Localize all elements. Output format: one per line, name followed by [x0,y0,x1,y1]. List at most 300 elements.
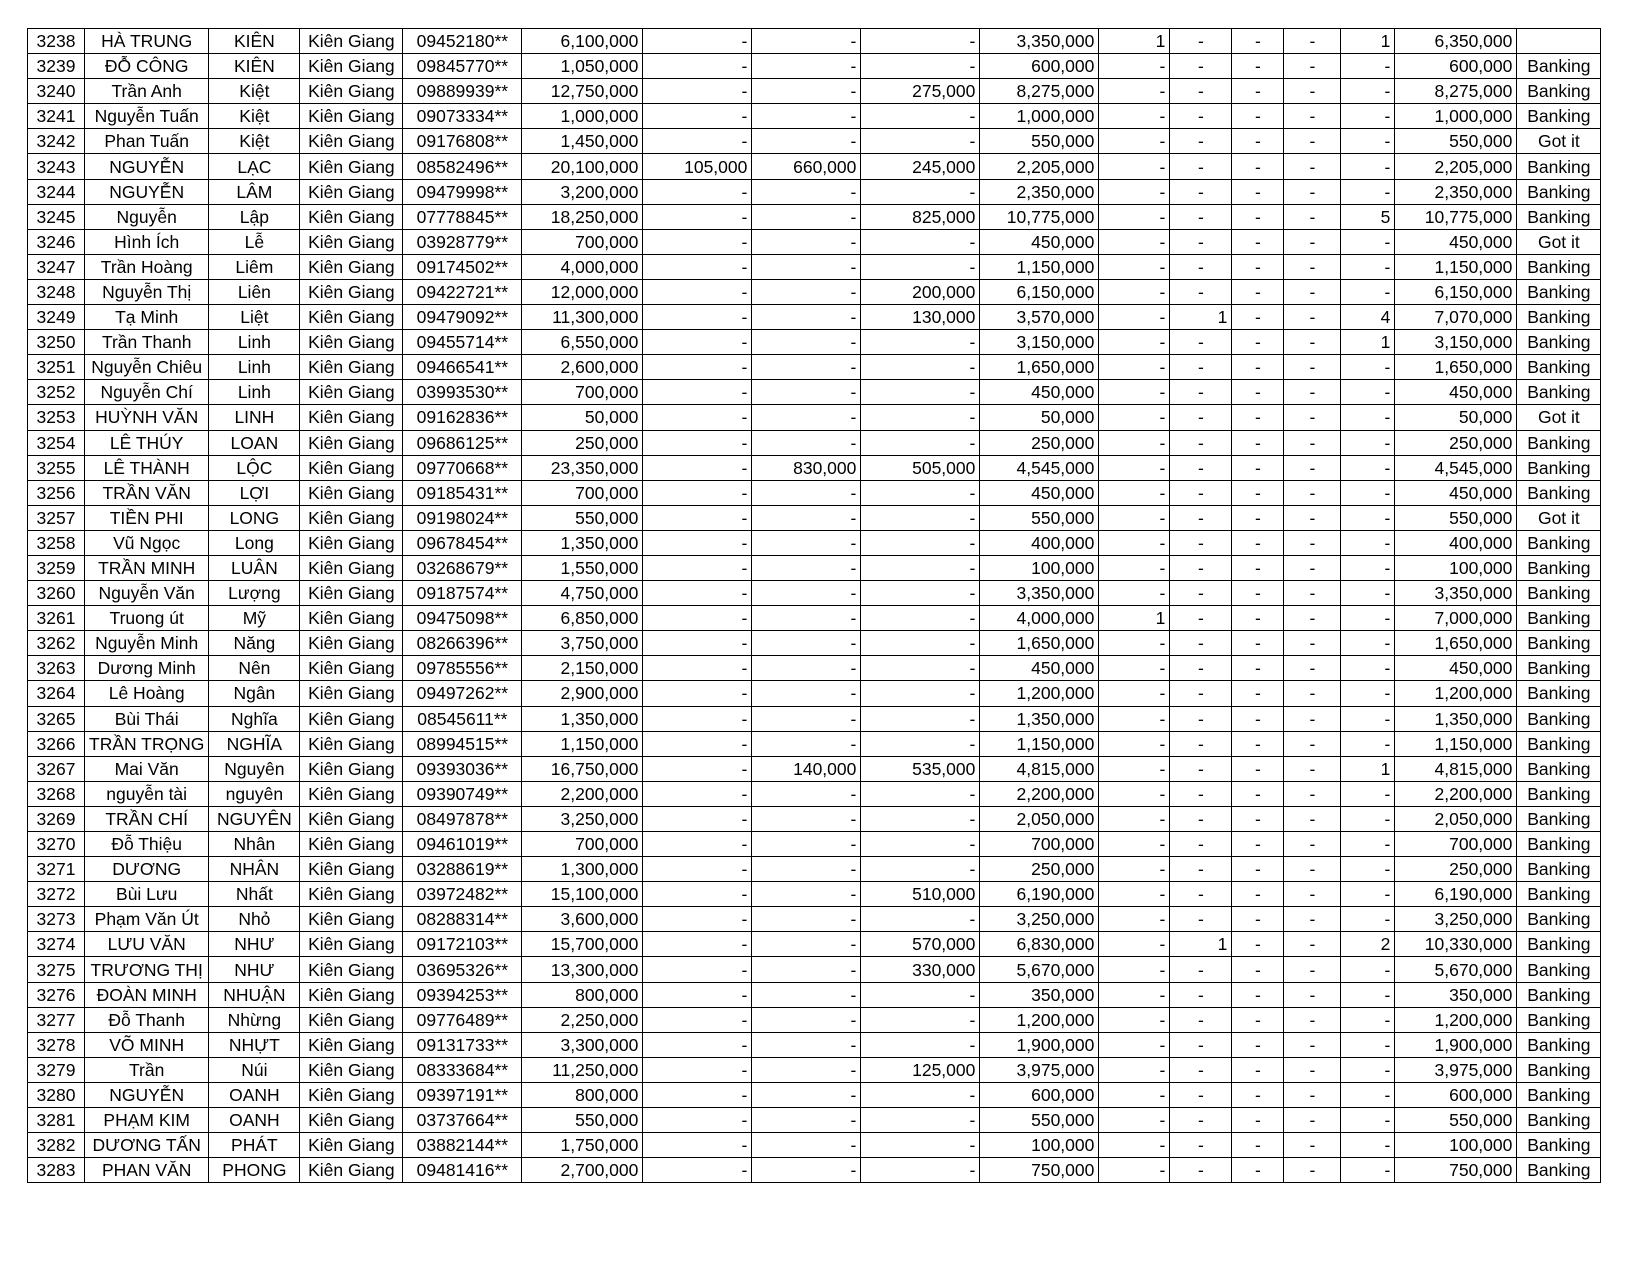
cell-name: PHÁT [209,1133,300,1158]
cell-n1: - [1099,204,1170,229]
cell-method: Banking [1517,154,1601,179]
cell-total: 7,000,000 [1395,606,1517,631]
cell-col_h: - [861,505,980,530]
cell-n5: - [1341,882,1395,907]
cell-n4: - [1284,480,1341,505]
cell-total: 2,350,000 [1395,179,1517,204]
cell-col_g: - [752,706,861,731]
cell-total: 600,000 [1395,1082,1517,1107]
cell-total: 450,000 [1395,380,1517,405]
cell-col_g: - [752,1133,861,1158]
cell-payout: 4,815,000 [980,756,1099,781]
table-row [28,1158,1601,1183]
cell-col_h: - [861,480,980,505]
cell-col_f: - [643,405,752,430]
cell-name: LUÂN [209,555,300,580]
cell-col_g: - [752,1158,861,1183]
cell-col_g: - [752,330,861,355]
cell-total: 6,150,000 [1395,279,1517,304]
cell-col_h: 275,000 [861,79,980,104]
cell-n2: - [1170,1108,1232,1133]
cell-amount: 3,300,000 [522,1032,643,1057]
cell-phone: 09455714** [403,330,522,355]
cell-amount: 6,850,000 [522,606,643,631]
cell-id: 3269 [28,806,85,831]
cell-amount: 800,000 [522,982,643,1007]
cell-col_g: - [752,806,861,831]
cell-method: Banking [1517,957,1601,982]
cell-province: Kiên Giang [300,204,403,229]
cell-amount: 1,550,000 [522,555,643,580]
cell-surname: Nguyễn Thị [85,279,209,304]
cell-total: 250,000 [1395,430,1517,455]
cell-n3: - [1232,29,1284,54]
cell-amount: 13,300,000 [522,957,643,982]
cell-col_h: 130,000 [861,305,980,330]
cell-province: Kiên Giang [300,932,403,957]
cell-n5: 5 [1341,204,1395,229]
cell-n1: - [1099,555,1170,580]
cell-n4: - [1284,530,1341,555]
cell-n1: - [1099,756,1170,781]
cell-col_g: - [752,204,861,229]
cell-col_g: - [752,1108,861,1133]
cell-province: Kiên Giang [300,330,403,355]
cell-surname: Tạ Minh [85,305,209,330]
cell-name: Nguyên [209,756,300,781]
cell-n2: - [1170,882,1232,907]
cell-phone: 03993530** [403,380,522,405]
cell-id: 3265 [28,706,85,731]
cell-phone: 08582496** [403,154,522,179]
cell-name: Nhân [209,832,300,857]
cell-n5: - [1341,279,1395,304]
cell-name: Lập [209,204,300,229]
cell-phone: 09481416** [403,1158,522,1183]
cell-name: PHONG [209,1158,300,1183]
cell-n4: - [1284,1158,1341,1183]
cell-total: 450,000 [1395,229,1517,254]
cell-payout: 3,150,000 [980,330,1099,355]
cell-province: Kiên Giang [300,279,403,304]
cell-n1: - [1099,631,1170,656]
cell-n4: - [1284,29,1341,54]
cell-n2: - [1170,254,1232,279]
cell-col_f: - [643,1057,752,1082]
cell-method: Banking [1517,204,1601,229]
cell-col_f: - [643,932,752,957]
cell-phone: 07778845** [403,204,522,229]
table-row [28,254,1601,279]
cell-id: 3257 [28,505,85,530]
cell-n2: - [1170,907,1232,932]
cell-method: Banking [1517,806,1601,831]
cell-col_h: - [861,1108,980,1133]
table-row [28,104,1601,129]
cell-phone: 09466541** [403,355,522,380]
cell-total: 450,000 [1395,480,1517,505]
cell-col_g: - [752,606,861,631]
cell-total: 1,200,000 [1395,1007,1517,1032]
cell-name: LỢI [209,480,300,505]
cell-surname: ĐOÀN MINH [85,982,209,1007]
cell-n4: - [1284,781,1341,806]
cell-col_g: - [752,179,861,204]
cell-n5: - [1341,380,1395,405]
cell-id: 3248 [28,279,85,304]
cell-n1: - [1099,907,1170,932]
cell-total: 100,000 [1395,1133,1517,1158]
cell-method: Banking [1517,380,1601,405]
cell-payout: 8,275,000 [980,79,1099,104]
cell-id: 3238 [28,29,85,54]
cell-surname: Nguyễn Minh [85,631,209,656]
cell-n5: - [1341,781,1395,806]
cell-province: Kiên Giang [300,806,403,831]
cell-n1: - [1099,79,1170,104]
cell-name: LÂM [209,179,300,204]
cell-col_h: - [861,555,980,580]
cell-col_g: - [752,957,861,982]
cell-col_g: - [752,857,861,882]
cell-amount: 12,000,000 [522,279,643,304]
cell-amount: 15,100,000 [522,882,643,907]
cell-id: 3268 [28,781,85,806]
cell-name: Núi [209,1057,300,1082]
cell-n2: - [1170,405,1232,430]
cell-col_f: - [643,305,752,330]
cell-n1: - [1099,681,1170,706]
cell-n5: - [1341,982,1395,1007]
cell-id: 3239 [28,54,85,79]
cell-col_f: - [643,1082,752,1107]
cell-amount: 250,000 [522,430,643,455]
cell-province: Kiên Giang [300,405,403,430]
cell-payout: 1,350,000 [980,706,1099,731]
cell-n2: - [1170,1082,1232,1107]
cell-col_g: 140,000 [752,756,861,781]
spreadsheet [27,28,1601,1183]
cell-surname: DƯƠNG [85,857,209,882]
cell-n2: - [1170,179,1232,204]
cell-phone: 08333684** [403,1057,522,1082]
cell-method: Got it [1517,505,1601,530]
cell-payout: 1,650,000 [980,631,1099,656]
cell-total: 1,900,000 [1395,1032,1517,1057]
cell-amount: 550,000 [522,505,643,530]
cell-method: Banking [1517,1108,1601,1133]
cell-id: 3242 [28,129,85,154]
cell-id: 3247 [28,254,85,279]
cell-n3: - [1232,1108,1284,1133]
cell-n3: - [1232,104,1284,129]
cell-n5: - [1341,129,1395,154]
cell-name: Linh [209,330,300,355]
cell-surname: Lê Hoàng [85,681,209,706]
cell-col_h: - [861,1007,980,1032]
cell-id: 3240 [28,79,85,104]
cell-surname: Đỗ Thiệu [85,832,209,857]
cell-amount: 3,750,000 [522,631,643,656]
cell-n1: - [1099,1057,1170,1082]
cell-col_g: - [752,530,861,555]
cell-payout: 3,250,000 [980,907,1099,932]
cell-method: Banking [1517,932,1601,957]
cell-n4: - [1284,882,1341,907]
cell-col_g: - [752,1057,861,1082]
cell-phone: 03695326** [403,957,522,982]
cell-payout: 2,350,000 [980,179,1099,204]
cell-col_f: - [643,681,752,706]
cell-col_g: - [752,480,861,505]
cell-province: Kiên Giang [300,907,403,932]
cell-n5: - [1341,505,1395,530]
cell-n3: - [1232,832,1284,857]
cell-name: NGUYÊN [209,806,300,831]
cell-n3: - [1232,229,1284,254]
table-row [28,932,1601,957]
cell-n5: - [1341,581,1395,606]
cell-id: 3266 [28,731,85,756]
cell-name: Kiệt [209,129,300,154]
cell-col_h: - [861,1133,980,1158]
cell-method: Got it [1517,129,1601,154]
cell-n2: - [1170,555,1232,580]
cell-surname: Trần Hoàng [85,254,209,279]
cell-total: 3,975,000 [1395,1057,1517,1082]
cell-province: Kiên Giang [300,380,403,405]
cell-n4: - [1284,505,1341,530]
cell-id: 3273 [28,907,85,932]
cell-n5: - [1341,1057,1395,1082]
cell-n2: - [1170,656,1232,681]
cell-payout: 5,670,000 [980,957,1099,982]
cell-surname: LƯU VĂN [85,932,209,957]
cell-n2: - [1170,455,1232,480]
cell-name: nguyên [209,781,300,806]
cell-n4: - [1284,1007,1341,1032]
cell-n2: - [1170,380,1232,405]
cell-n2: - [1170,229,1232,254]
cell-n5: 2 [1341,932,1395,957]
cell-amount: 700,000 [522,380,643,405]
table-row [28,355,1601,380]
cell-col_f: - [643,254,752,279]
cell-id: 3250 [28,330,85,355]
cell-name: Mỹ [209,606,300,631]
cell-name: LẠC [209,154,300,179]
cell-col_f: - [643,505,752,530]
cell-amount: 50,000 [522,405,643,430]
cell-total: 1,350,000 [1395,706,1517,731]
cell-col_h: - [861,179,980,204]
cell-col_g: - [752,1007,861,1032]
cell-col_g: 660,000 [752,154,861,179]
cell-n3: - [1232,480,1284,505]
cell-n2: - [1170,781,1232,806]
cell-n3: - [1232,54,1284,79]
cell-n3: - [1232,982,1284,1007]
cell-surname: TRẦN CHÍ [85,806,209,831]
cell-total: 100,000 [1395,555,1517,580]
cell-payout: 1,150,000 [980,731,1099,756]
cell-surname: nguyễn tài [85,781,209,806]
cell-surname: HUỲNH VĂN [85,405,209,430]
table-row [28,631,1601,656]
cell-name: Nhất [209,882,300,907]
cell-method: Got it [1517,229,1601,254]
cell-n5: - [1341,179,1395,204]
cell-amount: 700,000 [522,480,643,505]
cell-total: 8,275,000 [1395,79,1517,104]
cell-phone: 09394253** [403,982,522,1007]
cell-col_f: - [643,179,752,204]
cell-total: 3,150,000 [1395,330,1517,355]
cell-n5: - [1341,1007,1395,1032]
cell-method: Banking [1517,631,1601,656]
table-row [28,806,1601,831]
cell-id: 3282 [28,1133,85,1158]
cell-amount: 1,750,000 [522,1133,643,1158]
cell-total: 350,000 [1395,982,1517,1007]
cell-province: Kiên Giang [300,832,403,857]
cell-surname: PHẠM KIM [85,1108,209,1133]
cell-id: 3274 [28,932,85,957]
cell-col_g: - [752,104,861,129]
cell-col_g: - [752,279,861,304]
cell-amount: 550,000 [522,1108,643,1133]
cell-n1: - [1099,455,1170,480]
cell-amount: 6,100,000 [522,29,643,54]
cell-name: LONG [209,505,300,530]
cell-province: Kiên Giang [300,781,403,806]
cell-payout: 6,190,000 [980,882,1099,907]
cell-n1: - [1099,1158,1170,1183]
table-row [28,480,1601,505]
cell-n2: - [1170,330,1232,355]
cell-name: KIÊN [209,54,300,79]
cell-name: Nghĩa [209,706,300,731]
cell-id: 3259 [28,555,85,580]
table-row [28,29,1601,54]
cell-province: Kiên Giang [300,455,403,480]
cell-n3: - [1232,882,1284,907]
cell-id: 3267 [28,756,85,781]
cell-n2: - [1170,54,1232,79]
table-row [28,882,1601,907]
cell-id: 3245 [28,204,85,229]
cell-total: 1,000,000 [1395,104,1517,129]
cell-n1: - [1099,154,1170,179]
cell-n3: - [1232,656,1284,681]
cell-payout: 600,000 [980,1082,1099,1107]
cell-province: Kiên Giang [300,530,403,555]
cell-phone: 09479092** [403,305,522,330]
cell-surname: Bùi Thái [85,706,209,731]
cell-col_f: - [643,530,752,555]
cell-method: Banking [1517,656,1601,681]
cell-col_h: 245,000 [861,154,980,179]
cell-surname: TIỀN PHI [85,505,209,530]
cell-surname: Mai Văn [85,756,209,781]
cell-n5: - [1341,104,1395,129]
cell-n1: - [1099,330,1170,355]
cell-n3: - [1232,254,1284,279]
cell-payout: 350,000 [980,982,1099,1007]
cell-col_g: - [752,79,861,104]
cell-col_h: - [861,355,980,380]
cell-n1: - [1099,857,1170,882]
cell-surname: TRẦN MINH [85,555,209,580]
cell-method: Banking [1517,882,1601,907]
cell-method: Banking [1517,731,1601,756]
cell-amount: 20,100,000 [522,154,643,179]
cell-n4: - [1284,229,1341,254]
cell-id: 3246 [28,229,85,254]
cell-phone: 09452180** [403,29,522,54]
cell-n3: - [1232,430,1284,455]
cell-province: Kiên Giang [300,305,403,330]
cell-name: Liệt [209,305,300,330]
cell-col_g: - [752,29,861,54]
cell-n5: - [1341,681,1395,706]
cell-col_f: - [643,355,752,380]
cell-n4: - [1284,279,1341,304]
cell-n3: - [1232,1057,1284,1082]
cell-col_g: - [752,631,861,656]
table-row [28,756,1601,781]
cell-payout: 250,000 [980,430,1099,455]
cell-col_h: - [861,29,980,54]
cell-amount: 3,600,000 [522,907,643,932]
cell-amount: 11,250,000 [522,1057,643,1082]
cell-n3: - [1232,129,1284,154]
table-row [28,54,1601,79]
cell-col_f: - [643,229,752,254]
cell-n1: - [1099,229,1170,254]
cell-payout: 400,000 [980,530,1099,555]
cell-id: 3244 [28,179,85,204]
cell-surname: Nguyễn Chiêu [85,355,209,380]
table-row [28,79,1601,104]
cell-id: 3254 [28,430,85,455]
cell-surname: NGUYỄN [85,179,209,204]
table-row [28,330,1601,355]
cell-amount: 6,550,000 [522,330,643,355]
cell-id: 3262 [28,631,85,656]
cell-col_h: - [861,832,980,857]
cell-phone: 08288314** [403,907,522,932]
cell-method: Banking [1517,1032,1601,1057]
cell-amount: 4,750,000 [522,581,643,606]
cell-col_f: - [643,480,752,505]
cell-amount: 15,700,000 [522,932,643,957]
cell-n3: - [1232,1082,1284,1107]
cell-col_g: - [752,355,861,380]
cell-n1: - [1099,832,1170,857]
cell-payout: 450,000 [980,480,1099,505]
cell-col_f: - [643,806,752,831]
cell-col_h: - [861,581,980,606]
cell-col_g: - [752,54,861,79]
cell-payout: 550,000 [980,505,1099,530]
cell-col_f: - [643,882,752,907]
table-row [28,1032,1601,1057]
cell-phone: 09176808** [403,129,522,154]
cell-phone: 09390749** [403,781,522,806]
table-row [28,581,1601,606]
cell-name: Linh [209,355,300,380]
